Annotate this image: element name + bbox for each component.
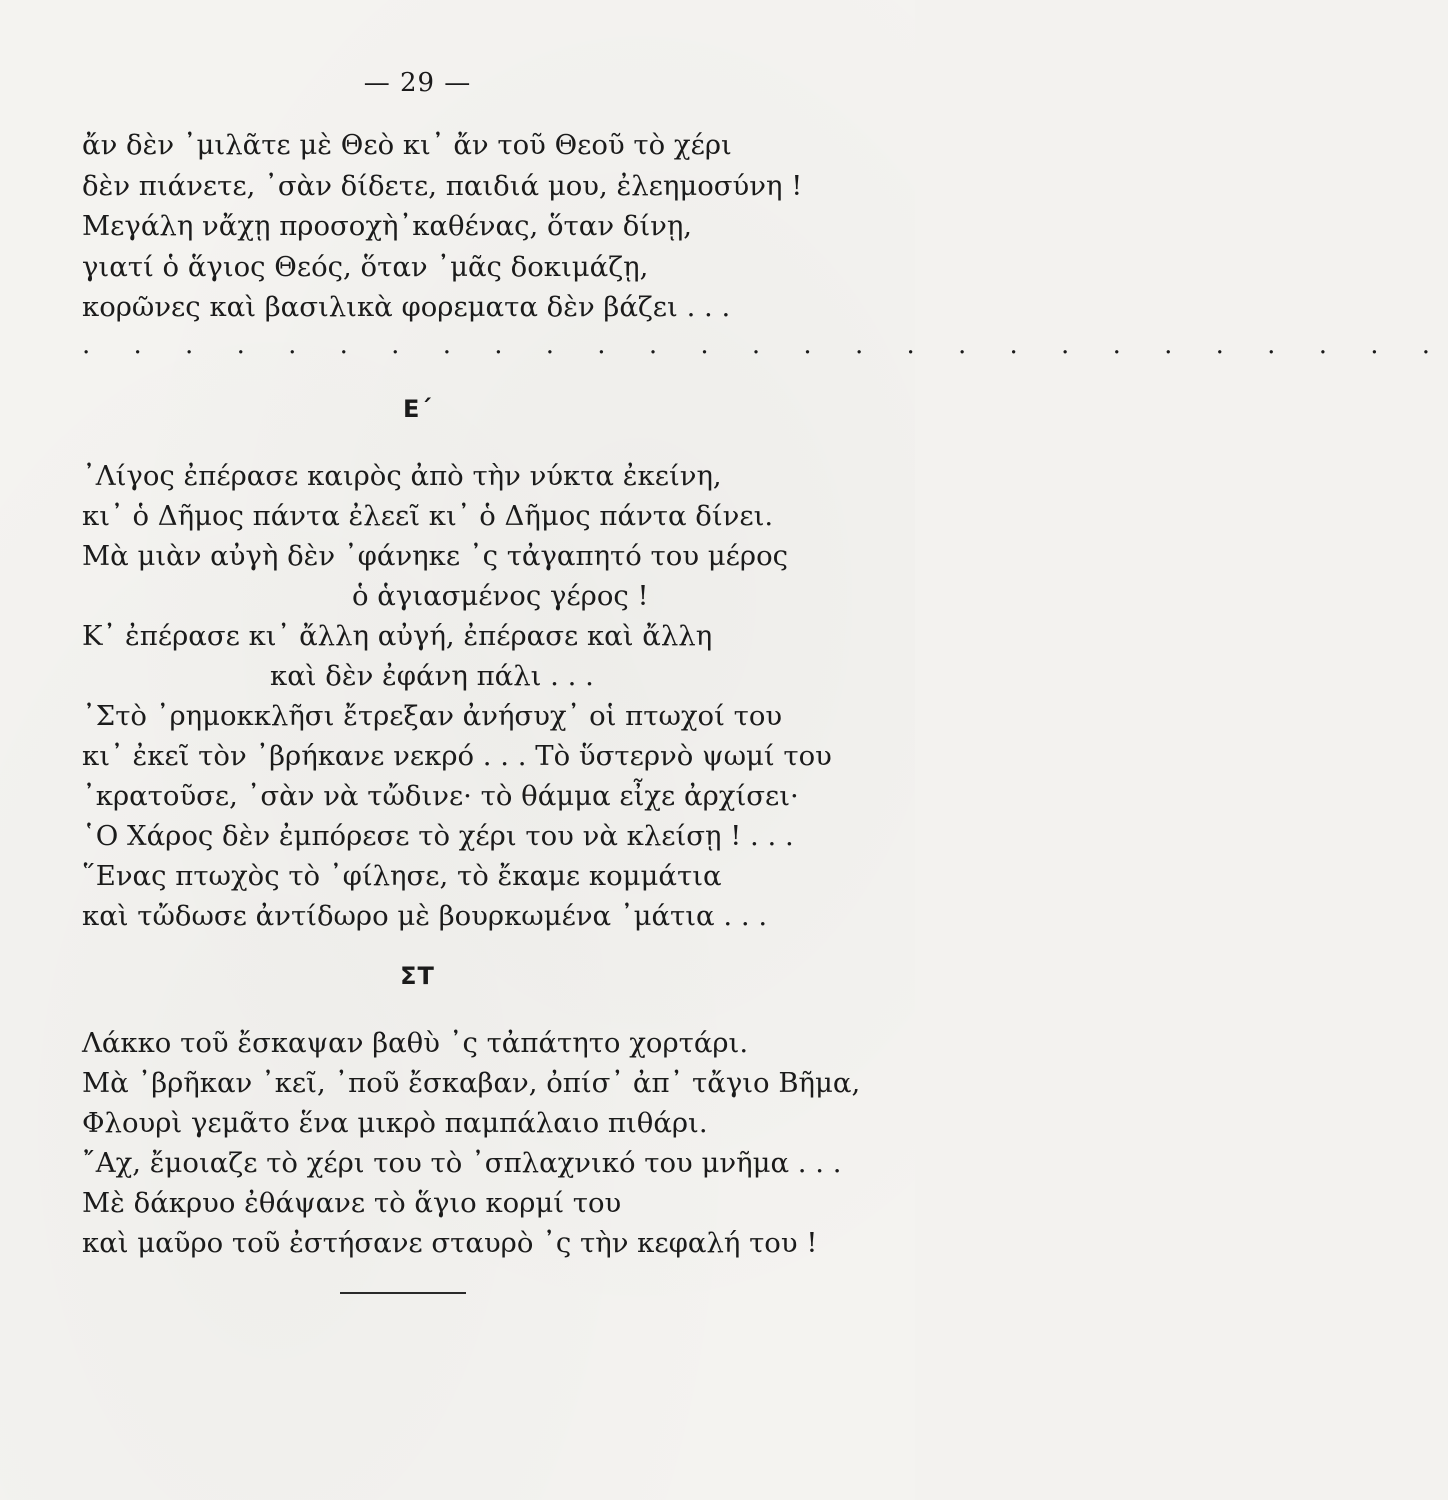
verse-line-indented: καὶ δὲν ἐφάνη πάλι . . . <box>270 660 594 692</box>
ellipsis-row: . . . . . . . . . . . . . . . . . . . . . . . . . . . <box>82 330 1448 360</box>
section-heading-st: ΣΤ <box>400 962 435 990</box>
verse-line: Μὲ δάκρυο ἐθάψανε τὸ ἅγιο κορμί του <box>82 1187 622 1219</box>
verse-line: Μὰ ᾿βρῆκαν ᾿κεῖ, ᾿ποῦ ἔσκαβαν, ὀπίσ᾽ ἀπ᾽ τἄγιο Βῆμα, <box>82 1067 861 1099</box>
verse-line: ᾿κρατοῦσε, ᾿σὰν νὰ τὤδινε· τὸ θάμμα εἶχε ἀρχίσει· <box>82 780 799 812</box>
page-number: — 29 — <box>363 68 472 98</box>
verse-line-indented: ὁ ἁγιασμένος γέρος ! <box>352 580 649 612</box>
end-rule <box>340 1292 466 1294</box>
verse-line: Λάκκο τοῦ ἔσκαψαν βαθὺ ᾿ς τἀπάτητο χορτάρι. <box>82 1027 749 1059</box>
verse-line: ᾿Στὸ ᾿ρημοκκλῆσι ἔτρεξαν ἀνήσυχ᾽ οἱ πτωχοί του <box>82 700 783 732</box>
verse-line: κι᾽ ἐκεῖ τὸν ᾿βρήκανε νεκρό . . . Τὸ ὕστερνὸ ψωμί του <box>82 740 832 772</box>
verse-line: ᾿Λίγος ἐπέρασε καιρὸς ἀπὸ τὴν νύκτα ἐκείνη, <box>82 460 722 492</box>
verse-line: κορῶνες καὶ βασιλικὰ φορεματα δὲν βάζει . . . <box>82 291 731 323</box>
verse-line: κι᾽ ὁ Δῆμος πάντα ἐλεεῖ κι᾽ ὁ Δῆμος πάντα δίνει. <box>82 500 774 532</box>
section-heading-e: Ε΄ <box>403 395 432 423</box>
verse-line: ῎Αχ, ἔμοιαζε τὸ χέρι του τὸ ᾿σπλαχνικό του μνῆμα . . . <box>82 1147 842 1179</box>
verse-line: ἄν δὲν ᾿μιλᾶτε μὲ Θεὸ κι᾽ ἄν τοῦ Θεοῦ τὸ χέρι <box>82 129 732 161</box>
verse-line: καὶ μαῦρο τοῦ ἐστήσανε σταυρὸ ᾿ς τὴν κεφαλή του ! <box>82 1227 818 1259</box>
verse-line: γιατί ὁ ἅγιος Θεός, ὅταν ᾿μᾶς δοκιμάζῃ, <box>82 251 649 283</box>
verse-line: ῾Ο Χάρος δὲν ἐμπόρεσε τὸ χέρι του νὰ κλείσῃ ! . . . <box>82 820 794 852</box>
verse-line: Κ᾽ ἐπέρασε κι᾽ ἄλλη αὐγή, ἐπέρασε καὶ ἄλλη <box>82 620 713 652</box>
verse-line: Μεγάλη νἄχῃ προσοχὴ᾿καθένας, ὅταν δίνῃ, <box>82 210 693 242</box>
verse-line: δὲν πιάνετε, ᾿σὰν δίδετε, παιδιά μου, ἐλεημοσύνη ! <box>82 170 803 202</box>
verse-line: Φλουρὶ γεμᾶτο ἕνα μικρὸ παμπάλαιο πιθάρι. <box>82 1107 708 1139</box>
verse-line: ῞Ενας πτωχὸς τὸ ᾿φίλησε, τὸ ἔκαμε κομμάτια <box>82 860 722 892</box>
verse-line: καὶ τὤδωσε ἀντίδωρο μὲ βουρκωμένα ᾿μάτια . . . <box>82 900 768 932</box>
verse-line: Μὰ μιὰν αὐγὴ δὲν ᾿φάνηκε ᾿ς τἀγαπητό του μέρος <box>82 540 789 572</box>
